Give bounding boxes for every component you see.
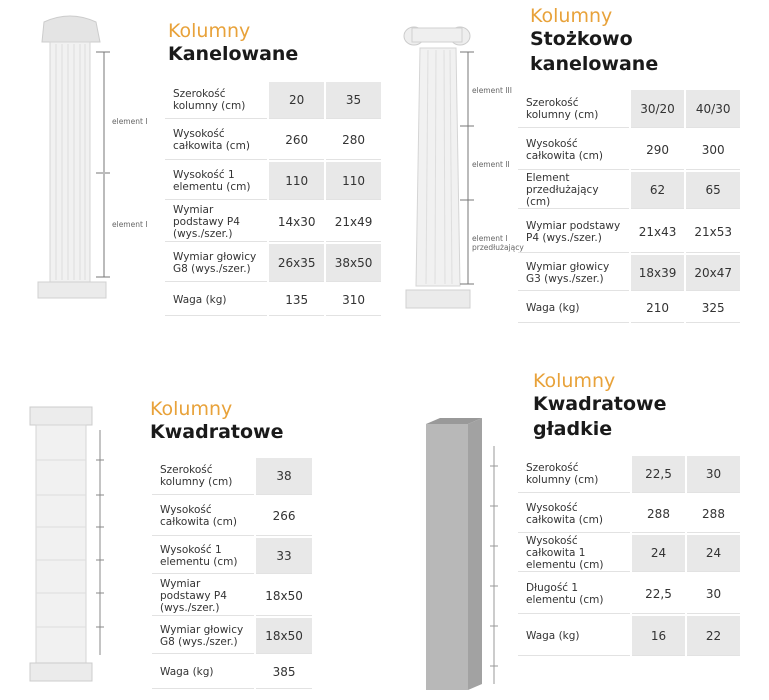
table-row bbox=[152, 618, 312, 654]
cell-value: 62 bbox=[631, 172, 685, 209]
cell-value: 21x43 bbox=[631, 211, 685, 253]
row-label: Wymiar podstawy P4 (wys./szer.) bbox=[518, 211, 629, 253]
row-label: Element przedłużający (cm) bbox=[518, 172, 629, 209]
cell-value: 21x49 bbox=[326, 202, 381, 242]
spec-table-stozkowo bbox=[516, 88, 742, 325]
cell-value: 38 bbox=[256, 458, 312, 495]
cell-value: 20 bbox=[269, 82, 324, 119]
cell-value: 18x39 bbox=[631, 255, 685, 291]
title-stozkowo: Stożkowo bbox=[530, 28, 633, 50]
cell-value: 33 bbox=[256, 538, 312, 574]
row-label: Wysokość całkowita 1 elementu (cm) bbox=[518, 535, 630, 572]
square-column-illustration bbox=[28, 405, 108, 685]
title-kwadratowe: Kwadratowe bbox=[150, 421, 284, 443]
cell-value: 260 bbox=[269, 121, 324, 160]
row-label: Waga (kg) bbox=[518, 293, 629, 323]
table-row bbox=[152, 497, 312, 536]
spec-table-kanelowane bbox=[163, 80, 383, 318]
row-label: Wysokość całkowita (cm) bbox=[518, 495, 630, 533]
title-kanelowane: kanelowane bbox=[530, 53, 659, 75]
element-label: przedłużający bbox=[472, 243, 524, 252]
table-row bbox=[518, 535, 740, 572]
row-label: Wysokość całkowita (cm) bbox=[152, 497, 254, 536]
table-row bbox=[165, 82, 381, 119]
cell-value: 266 bbox=[256, 497, 312, 536]
table-row bbox=[518, 456, 740, 493]
table-row bbox=[152, 656, 312, 689]
table-row bbox=[518, 293, 740, 323]
title-kolumny: Kolumny bbox=[533, 370, 616, 392]
row-label: Waga (kg) bbox=[518, 616, 630, 656]
cell-value: 288 bbox=[687, 495, 740, 533]
table-row bbox=[165, 121, 381, 160]
cell-value: 385 bbox=[256, 656, 312, 689]
table-row bbox=[165, 202, 381, 242]
cell-value: 288 bbox=[632, 495, 685, 533]
cell-value: 35 bbox=[326, 82, 381, 119]
row-label: Wymiar głowicy G3 (wys./szer.) bbox=[518, 255, 629, 291]
row-label: Wymiar głowicy G8 (wys./szer.) bbox=[152, 618, 254, 654]
section-gladkie-title bbox=[533, 370, 666, 442]
cell-value: 22 bbox=[687, 616, 740, 656]
row-label: Wymiar podstawy P4 (wys./szer.) bbox=[152, 576, 254, 616]
table-row bbox=[518, 255, 740, 291]
row-label: Szerokość kolumny (cm) bbox=[165, 82, 267, 119]
cell-value: 16 bbox=[632, 616, 685, 656]
cell-value: 290 bbox=[631, 130, 685, 170]
row-label: Długość 1 elementu (cm) bbox=[518, 574, 630, 614]
cell-value: 310 bbox=[326, 284, 381, 316]
row-label: Wymiar podstawy P4 (wys./szer.) bbox=[165, 202, 267, 242]
title-kanelowane: Kanelowane bbox=[168, 43, 299, 65]
row-label: Wymiar głowicy G8 (wys./szer.) bbox=[165, 244, 267, 282]
cell-value: 22,5 bbox=[632, 574, 685, 614]
row-label: Wysokość 1 elementu (cm) bbox=[152, 538, 254, 574]
title-kolumny: Kolumny bbox=[150, 398, 233, 420]
row-label: Szerokość kolumny (cm) bbox=[518, 456, 630, 493]
cell-value: 210 bbox=[631, 293, 685, 323]
section-kanelowane-title bbox=[168, 20, 298, 67]
cell-value: 280 bbox=[326, 121, 381, 160]
cell-value: 21x53 bbox=[686, 211, 740, 253]
cell-value: 110 bbox=[326, 162, 381, 200]
cell-value: 30/20 bbox=[631, 90, 685, 128]
table-row bbox=[165, 244, 381, 282]
cell-value: 24 bbox=[687, 535, 740, 572]
table-row bbox=[152, 576, 312, 616]
cell-value: 110 bbox=[269, 162, 324, 200]
row-label: Wysokość 1 elementu (cm) bbox=[165, 162, 267, 200]
title-kolumny: Kolumny bbox=[530, 5, 613, 27]
fluted-column-illustration bbox=[30, 12, 150, 304]
concrete-column-illustration bbox=[422, 416, 502, 694]
cell-value: 300 bbox=[686, 130, 740, 170]
table-row bbox=[518, 495, 740, 533]
cell-value: 22,5 bbox=[632, 456, 685, 493]
row-label: Szerokość kolumny (cm) bbox=[152, 458, 254, 495]
cell-value: 20x47 bbox=[686, 255, 740, 291]
table-row bbox=[518, 616, 740, 656]
row-label: Wysokość całkowita (cm) bbox=[518, 130, 629, 170]
cell-value: 26x35 bbox=[269, 244, 324, 282]
element-label: element I bbox=[112, 117, 148, 126]
row-label: Wysokość całkowita (cm) bbox=[165, 121, 267, 160]
cell-value: 40/30 bbox=[686, 90, 740, 128]
element-label: element III bbox=[472, 86, 512, 95]
table-row bbox=[152, 458, 312, 495]
cell-value: 65 bbox=[686, 172, 740, 209]
title-kwadratowe: Kwadratowe bbox=[533, 393, 667, 415]
table-row bbox=[518, 90, 740, 128]
element-label: element I bbox=[472, 234, 508, 243]
cell-value: 18x50 bbox=[256, 576, 312, 616]
table-row bbox=[518, 172, 740, 209]
cell-value: 38x50 bbox=[326, 244, 381, 282]
cell-value: 30 bbox=[687, 456, 740, 493]
title-kolumny: Kolumny bbox=[168, 20, 251, 42]
spec-table-kwadratowe bbox=[150, 456, 314, 691]
cell-value: 135 bbox=[269, 284, 324, 316]
table-row bbox=[518, 130, 740, 170]
cell-value: 30 bbox=[687, 574, 740, 614]
table-row bbox=[518, 574, 740, 614]
cell-value: 18x50 bbox=[256, 618, 312, 654]
row-label: Waga (kg) bbox=[165, 284, 267, 316]
row-label: Szerokość kolumny (cm) bbox=[518, 90, 629, 128]
row-label: Waga (kg) bbox=[152, 656, 254, 689]
tapered-column-illustration bbox=[400, 22, 480, 314]
table-row bbox=[152, 538, 312, 574]
cell-value: 14x30 bbox=[269, 202, 324, 242]
table-row bbox=[165, 284, 381, 316]
section-kwadratowe-title bbox=[150, 398, 283, 445]
element-label: element II bbox=[472, 160, 510, 169]
element-label: element I bbox=[112, 220, 148, 229]
spec-table-gladkie bbox=[516, 454, 742, 658]
cell-value: 24 bbox=[632, 535, 685, 572]
table-row bbox=[165, 162, 381, 200]
title-gladkie: gładkie bbox=[533, 418, 613, 440]
cell-value: 325 bbox=[686, 293, 740, 323]
table-row bbox=[518, 211, 740, 253]
section-stozkowo-title bbox=[530, 5, 658, 77]
